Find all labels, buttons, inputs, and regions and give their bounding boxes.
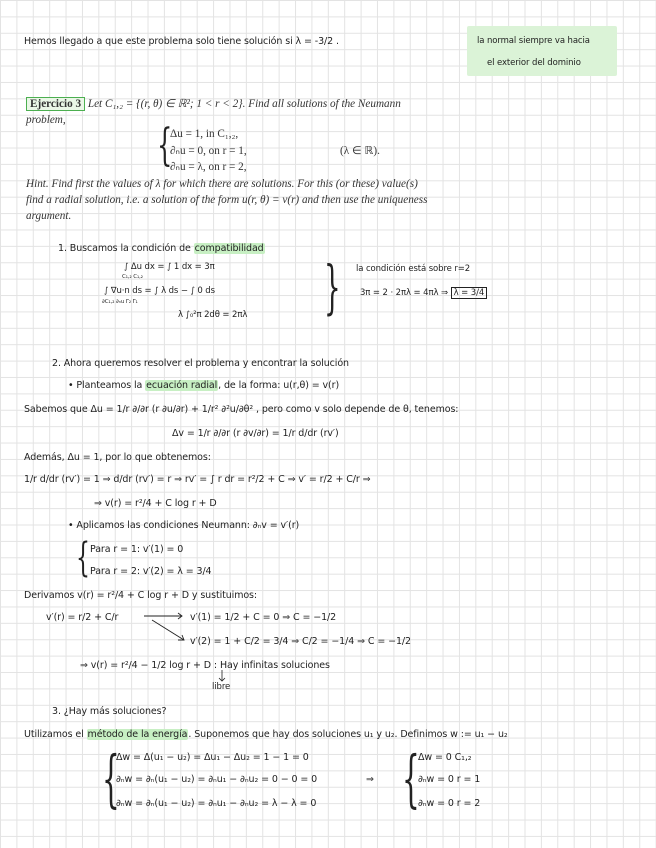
result-eq2: ∂ₙw = 0 r = 1 [418,774,481,785]
step2-title: 2. Ahora queremos resolver el problema y encontrar la solución [52,358,349,369]
system-eq3: ∂ₙu = λ, on r = 2, [170,161,247,173]
lambda-result-box: λ = 3/4 [451,287,488,299]
energy-implies: ⇒ [366,774,374,785]
step2-final: ⇒ v(r) = r²/4 − 1/2 log r + D : Hay infinitas soluciones [80,660,330,671]
step1-eq2: ∫ ∇u·n ds = ∫ λ ds − ∫ 0 ds [104,286,215,296]
energy-brace-right: { [402,742,420,815]
step2-vprime1: v′(1) = 1/2 + C = 0 ⇒ C = −1/2 [190,612,337,623]
system-brace: { [157,120,173,171]
intro-line: Hemos llegado a que este problema solo tiene solución si λ = -3/2 . [24,36,339,47]
step2-deriv: Derivamos v(r) = r²/4 + C log r + D y sustituimos: [24,590,258,601]
result-eq3: ∂ₙw = 0 r = 2 [418,798,481,809]
step2-vsol: ⇒ v(r) = r²/4 + C log r + D [94,498,217,509]
step3-title: 3. ¿Hay más soluciones? [52,706,167,717]
conditions-brace: { [76,535,90,581]
step2-libre: libre [212,682,231,692]
margin-note-line2: el exterior del dominio [487,58,581,68]
energy-eq2: ∂ₙw = ∂ₙ(u₁ − u₂) = ∂ₙu₁ − ∂ₙu₂ = 0 − 0 = 0 [116,774,318,785]
step2-delta-v: Δv = 1/r ∂/∂r (r ∂v/∂r) = 1/r d/dr (rv′) [172,428,339,439]
condition-r2: Para r = 2: v′(2) = λ = 3/4 [90,566,212,577]
step2-vprime: v′(r) = r/2 + C/r [46,612,119,623]
step2-bullet1: • Planteamos la ecuación radial, de la forma: u(r,θ) = v(r) [68,380,340,391]
system-eq2: ∂ₙu = 0, on r = 1, [170,145,247,157]
step2-vprime2: v′(2) = 1 + C/2 = 3/4 ⇒ C/2 = −1/4 ⇒ C = −1/2 [190,636,411,647]
energy-eq1: Δw = Δ(u₁ − u₂) = Δu₁ − Δu₂ = 1 − 1 = 0 [116,752,309,763]
hint-line2: find a radial solution, i.e. a solution of the form u(r, θ) = v(r) and then use the uniqueness [26,194,428,206]
hint-line1: Hint. Find first the values of λ for which there are solutions. For this (or these) value(s) [26,178,418,190]
step1-eq3: λ ∫₀²π 2dθ = 2πλ [178,310,248,320]
system-param: (λ ∈ ℝ). [340,145,380,157]
energy-eq3: ∂ₙw = ∂ₙ(u₁ − u₂) = ∂ₙu₁ − ∂ₙu₂ = λ − λ = 0 [116,798,317,809]
step2-ode: 1/r d/dr (rv′) = 1 ⇒ d/dr (rv′) = r ⇒ rv′ = ∫ r dr = r²/2 + C ⇒ v′ = r/2 + C/r ⇒ [24,474,371,485]
step1-eq1: ∫ Δu dx = ∫ 1 dx = 3π [124,262,215,272]
system-eq1: Δu = 1, in C₁,₂, [170,128,239,140]
step1-title: 1. Buscamos la condición de compatibilidad [58,243,264,254]
exercise-statement-line2: problem, [26,114,66,126]
step3-energy-line: Utilizamos el método de la energía. Suponemos que hay dos soluciones u₁ y u₂. Definimos w := u₁ − u₂ [24,729,508,740]
step2-bullet2: • Aplicamos las condiciones Neumann: ∂ₙv = v′(r) [68,520,300,531]
result-eq1: Δw = 0 C₁,₂ [418,752,472,763]
exercise-label: Ejercicio 3 [26,97,85,111]
step2-ademas: Además, Δu = 1, por lo que obtenemos: [24,452,211,463]
step1-brace: } [324,253,341,321]
condition-r1: Para r = 1: v′(1) = 0 [90,544,184,555]
hint-line3: argument. [26,210,72,222]
energy-brace-left: { [102,742,120,815]
step1-condition-eq: 3π = 2 · 2πλ = 4πλ ⇒ λ = 3/4 [360,288,487,298]
step1-condition: la condición está sobre r=2 [356,264,471,274]
step2-sabemos: Sabemos que Δu = 1/r ∂/∂r (r ∂u/∂r) + 1/r² ∂²u/∂θ² , pero como v solo depende de θ, tenemos: [24,404,459,415]
step1-eq2-sub: ∂C₁,₂ ∂ₙu Γ₂ Γ₁ [102,299,138,305]
margin-note-line1: la normal siempre va hacia [477,36,590,46]
exercise-statement-line1: Ejercicio 3 Let C₁,₂ = {(r, θ) ∈ ℝ²; 1 < r < 2}. Find all solutions of the Neumann [26,97,401,110]
step1-eq1-sub: C₁,₂ C₁,₂ [122,274,143,280]
